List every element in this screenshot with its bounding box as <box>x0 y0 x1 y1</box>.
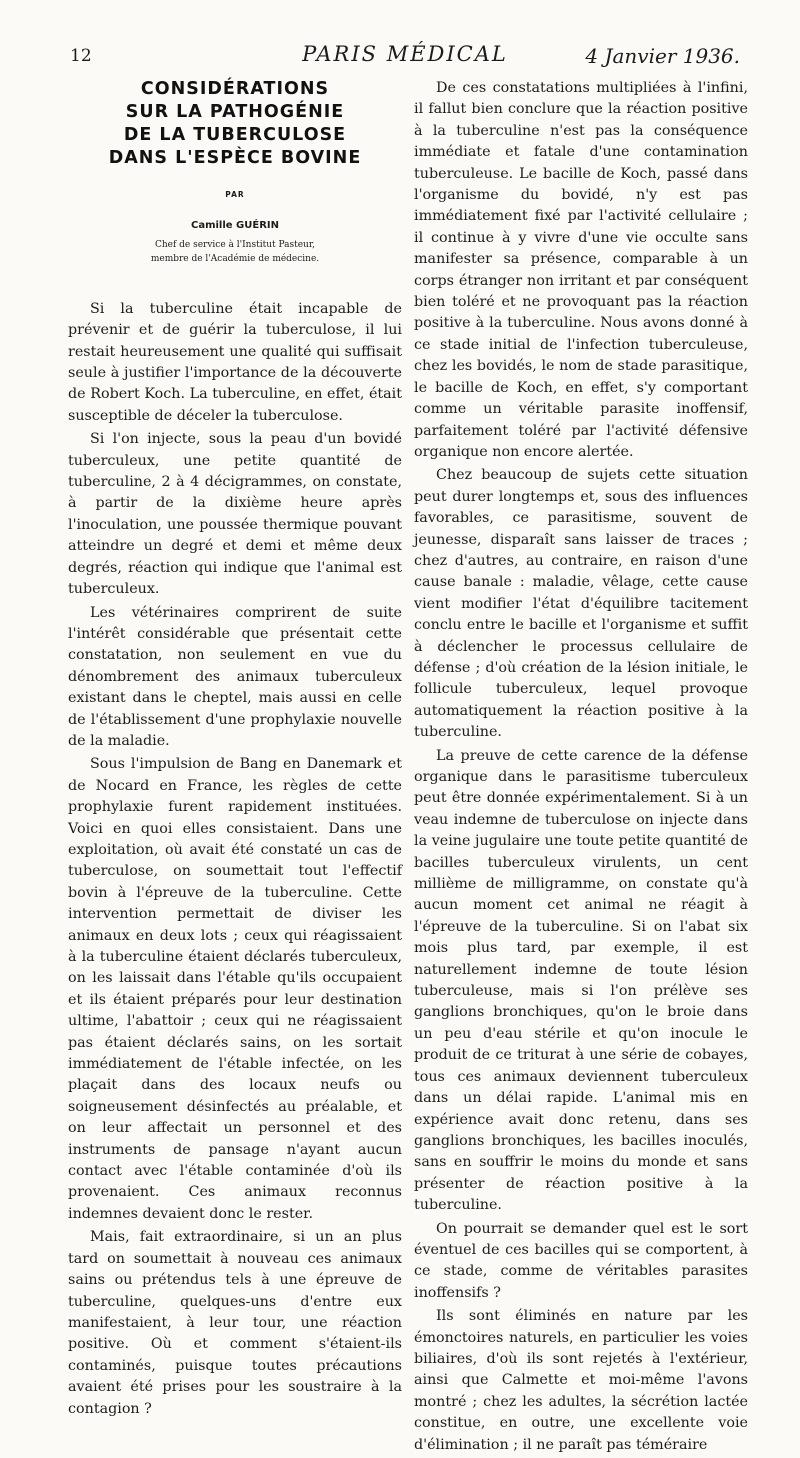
page-header <box>70 40 740 70</box>
byline-par: PAR <box>225 190 245 199</box>
article-title-line: DANS L'ESPÈCE BOVINE <box>108 148 362 168</box>
body-paragraph: Si la tuberculine était incapable de prévenir et de guérir la tuberculose, il lui restait heureusement une qualité qui suffisait seule à justifier l'importance de la découverte de Robert Koch. La tuberculine, en effet, était susceptible de déceler la tuberculose. <box>68 300 402 424</box>
body-paragraph: La preuve de cette carence de la défense organique dans le parasitisme tuberculeux peut être donnée expérimentalement. Si à un veau indemne de tuberculose on injecte dans la veine jugulaire une toute petite quantité de bacilles tuberculeux virulents, un cent millième de milligramme, on constate qu'à aucun moment cet animal ne réagit à l'épreuve de la tuberculine. Si on l'abat six mois plus tard, par exemple, il est naturellement indemne de toute lésion tuberculeuse, mais si l'on prélève ses ganglions bronchiques, qu'on le broie dans un peu d'eau stérile et qu'on inocule le produit de ce triturat à une série de cobayes, tous ces animaux deviennent tuberculeux dans un délai rapide. L'animal mis en expérience avait donc retenu, dans ses ganglions bronchiques, les bacilles inoculés, sans en souffrir le moins du monde et sans présenter de réaction positive à la tuberculine. <box>414 747 748 1214</box>
page-number: 12 <box>70 46 92 66</box>
issue-date: 4 Janvier 1936. <box>585 44 740 68</box>
article-title-line: CONSIDÉRATIONS <box>140 79 330 99</box>
body-paragraph: Sous l'impulsion de Bang en Danemark et de Nocard en France, les règles de cette prophylaxie furent rapidement instituées. Voici en quoi elles consistaient. Dans une exploitation, où avait été constaté un cas de tuberculose, on soumettait tout l'effectif bovin à l'épreuve de la tuberculine. Cette intervention permettait de diviser les animaux en deux lots ; ceux qui réagissaient à la tuberculine étaient déclarés tuberculeux, on les laissait dans l'étable qu'ils occupaient et ils étaient préparés pour leur destination ultime, l'abattoir ; ceux qui ne réagissaient pas étaient déclarés sains, on les sortait immédiatement de l'étable infectée, on les plaçait dans des locaux neufs ou soigneusement désinfectés au préalable, et on leur affectait un personnel et des instruments de pansage n'ayant aucun contact avec l'étable contaminée d'où ils provenaient. Ces animaux reconnus indemnes devaient donc le rester. <box>68 756 402 1222</box>
body-paragraph: De ces constatations multipliées à l'infini, il fallut bien conclure que la réaction positive à la tuberculine n'est pas la conséquence immédiate et fatale d'une contamination tuberculeuse. Le bacille de Koch, passé dans l'organisme du bovidé, n'y est pas immédiatement fixé par l'activité cellulaire ; il continue à y vivre d'une vie occulte sans manifester sa présence, comparable à un corps étranger non irritant et par conséquent bien toléré et ne provoquant pas la réaction positive à la tuberculine. Nous avons donné à ce stade initial de l'infection tuberculeuse, chez les bovidés, le nom de stade parasitique, le bacille de Koch, en effet, s'y comportant comme un véritable parasite inoffensif, parfaitement toléré par l'activité défensive organique non encore alertée. <box>414 80 748 460</box>
right-column <box>414 78 748 1458</box>
body-paragraph: Si l'on injecte, sous la peau d'un bovidé tuberculeux, une petite quantité de tuberculine, 2 à 4 décigrammes, on constate, à partir de la dixième heure après l'inoculation, une poussée thermique pouvant atteindre un degré et demi et même deux degrés, réaction qui indique que l'animal est tuberculeux. <box>68 431 402 598</box>
body-paragraph: On pourrait se demander quel est le sort éventuel de ces bacilles qui se comportent, à ce stade, comme de véritables parasites inoffensifs ? <box>414 1220 748 1301</box>
body-paragraph: Chez beaucoup de sujets cette situation peut durer longtemps et, sous des influences favorables, ce parasitisme, souvent de jeunesse, disparaît sans laisser de traces ; chez d'autres, au contraire, en raison d'une cause banale : maladie, vêlage, cette cause vient modifier l'état d'équilibre tacitement conclu entre le bacille et l'organisme et suffit à déclencher le processus cellulaire de défense ; d'où création de la lésion initiale, le follicule tuberculeux, lequel provoque automatiquement la réaction positive à la tuberculine. <box>414 467 748 741</box>
journal-title: PARIS MÉDICAL <box>302 42 508 66</box>
body-paragraph: Les vétérinaires comprirent de suite l'intérêt considérable que présentait cette constatation, non seulement en vue du dénombrement des animaux tuberculeux existant dans le cheptel, mais aussi en celle de l'établissement d'une prophylaxie nouvelle de la maladie. <box>68 604 402 749</box>
author-affiliation: Chef de service à l'Institut Pasteur, <box>154 239 316 250</box>
body-paragraph: Mais, fait extraordinaire, si un an plus tard on soumettait à nouveau ces animaux sains ou prétendus tels à une épreuve de tuberculine, quelques-uns d'entre eux manifestaient, à leur tour, une réaction positive. Où et comment s'étaient-ils contaminés, puisque toutes précautions avaient été prises pour les soustraire à la contagion ? <box>68 1229 402 1417</box>
article-title-block <box>68 78 402 265</box>
author-name: Camille GUÉRIN <box>190 220 279 232</box>
article-title-line: SUR LA PATHOGÉNIE <box>125 102 345 122</box>
author-affiliation: membre de l'Académie de médecine. <box>150 253 320 264</box>
left-column <box>68 78 402 1422</box>
body-paragraph: Ils sont éliminés en nature par les émonctoires naturels, en particulier les voies biliaires, d'où ils sont rejetés à l'extérieur, ainsi que Calmette et moi-même l'avons montré ; chez les adultes, la sécrétion lactée constitue, en outre, une excellente voie d'élimination ; il ne paraît pas téméraire <box>414 1308 748 1453</box>
article-title-line: DE LA TUBERCULOSE <box>123 125 347 145</box>
